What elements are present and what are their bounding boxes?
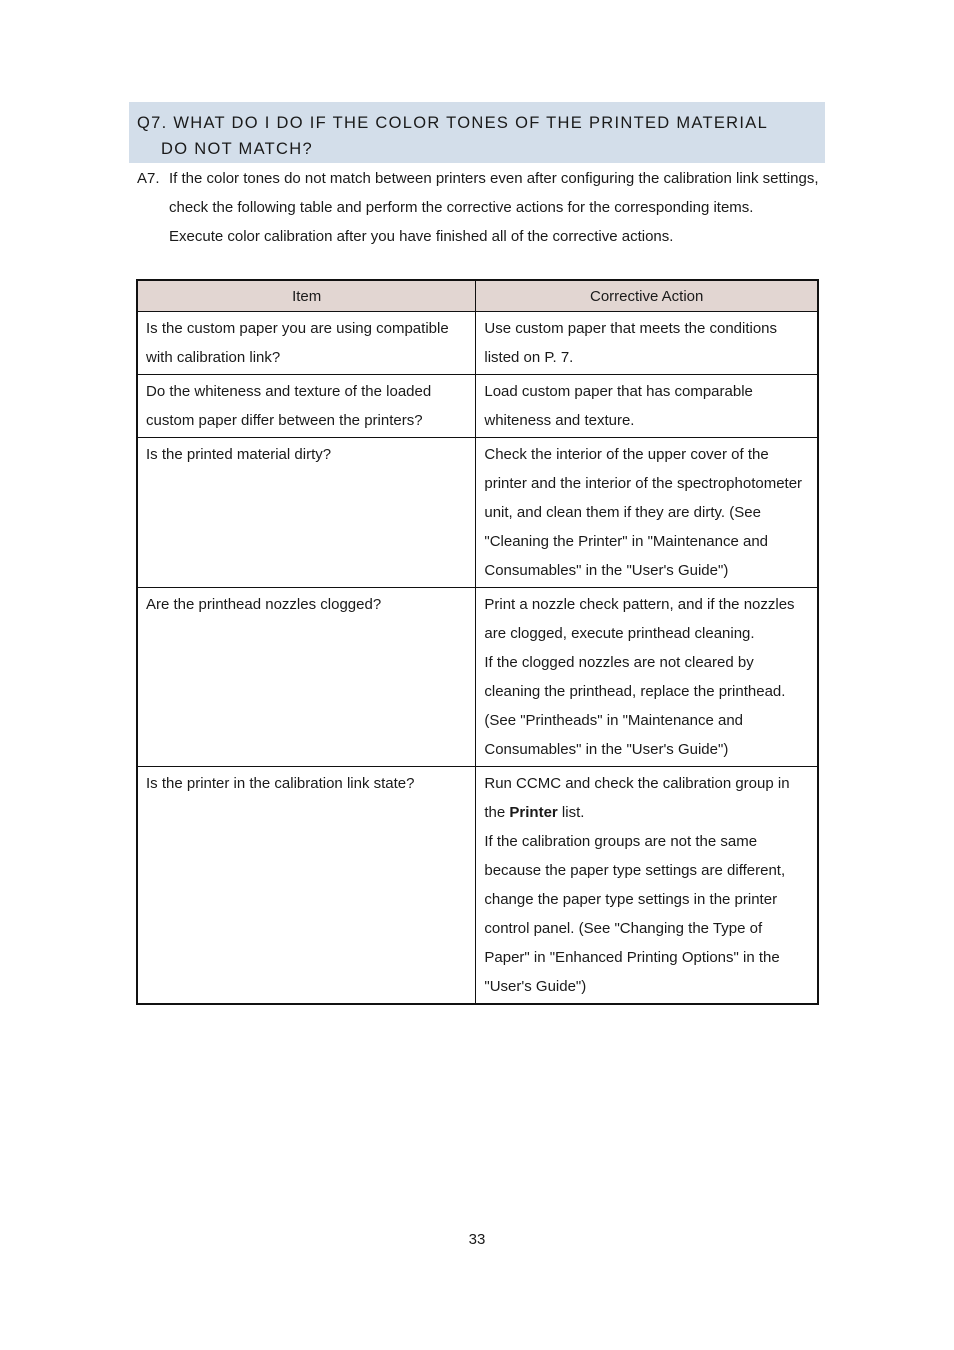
- action-line: [484, 769, 809, 827]
- action-suffix: list.: [557, 804, 585, 821]
- table-header-row: [137, 280, 818, 312]
- table-row: [137, 312, 818, 375]
- answer-label: A7.: [137, 170, 160, 187]
- table-row: [137, 588, 818, 767]
- answer-paragraph-1: If the color tones do not match between printers even after configuring the calibration link settings, check the following table and perform the corrective actions for the corresponding items.: [169, 170, 819, 216]
- printer-list-name: Printer: [509, 804, 558, 821]
- action-prefix: Run CCMC and check the calibration group in the: [484, 775, 790, 821]
- action-line: If the calibration groups are not the same because the paper type settings are different, change the paper type settings in the printer control panel. (See "Changing the Type of Paper" in "Enhanced Printing Options" in the "User's Guide"): [484, 833, 786, 995]
- question-line-1: Q7. WHAT DO I DO IF THE COLOR TONES OF THE PRINTED MATERIAL: [137, 114, 769, 132]
- answer-paragraph-2: Execute color calibration after you have finished all of the corrective actions.: [169, 228, 674, 245]
- answer-block: [137, 164, 827, 251]
- row-action: [476, 312, 818, 375]
- action-line: Check the interior of the upper cover of the printer and the interior of the spectrophotometer unit, and clean them if they are dirty. (See "Cleaning the Printer" in "Maintenance and Consumables" in the "User's Guide"): [484, 446, 803, 579]
- table-row: [137, 375, 818, 438]
- row-action: [476, 588, 818, 767]
- question-heading: [129, 102, 825, 163]
- row-item: Is the printed material dirty?: [137, 438, 476, 588]
- row-item: Is the custom paper you are using compatible with calibration link?: [137, 312, 476, 375]
- row-action: [476, 438, 818, 588]
- row-action: [476, 375, 818, 438]
- row-item: Do the whiteness and texture of the loaded custom paper differ between the printers?: [137, 375, 476, 438]
- header-item: Item: [137, 280, 476, 312]
- row-item: Is the printer in the calibration link state?: [137, 767, 476, 1005]
- table-row: [137, 438, 818, 588]
- corrective-action-table: [136, 279, 819, 1005]
- row-action: [476, 767, 818, 1005]
- header-corrective-action: Corrective Action: [476, 280, 818, 312]
- page-number: 33: [468, 1231, 486, 1248]
- action-line: Load custom paper that has comparable whiteness and texture.: [484, 383, 753, 429]
- table-row: [137, 767, 818, 1005]
- action-line: If the clogged nozzles are not cleared by cleaning the printhead, replace the printhead. (See "Printheads" in "Maintenance and Consumables" in the "User's Guide"): [484, 654, 786, 758]
- row-item: Are the printhead nozzles clogged?: [137, 588, 476, 767]
- action-line: Use custom paper that meets the conditions listed on P. 7.: [484, 320, 778, 366]
- action-line: Print a nozzle check pattern, and if the nozzles are clogged, execute printhead cleaning.: [484, 596, 795, 642]
- answer-body: [169, 164, 827, 251]
- question-line-2: DO NOT MATCH?: [161, 140, 313, 158]
